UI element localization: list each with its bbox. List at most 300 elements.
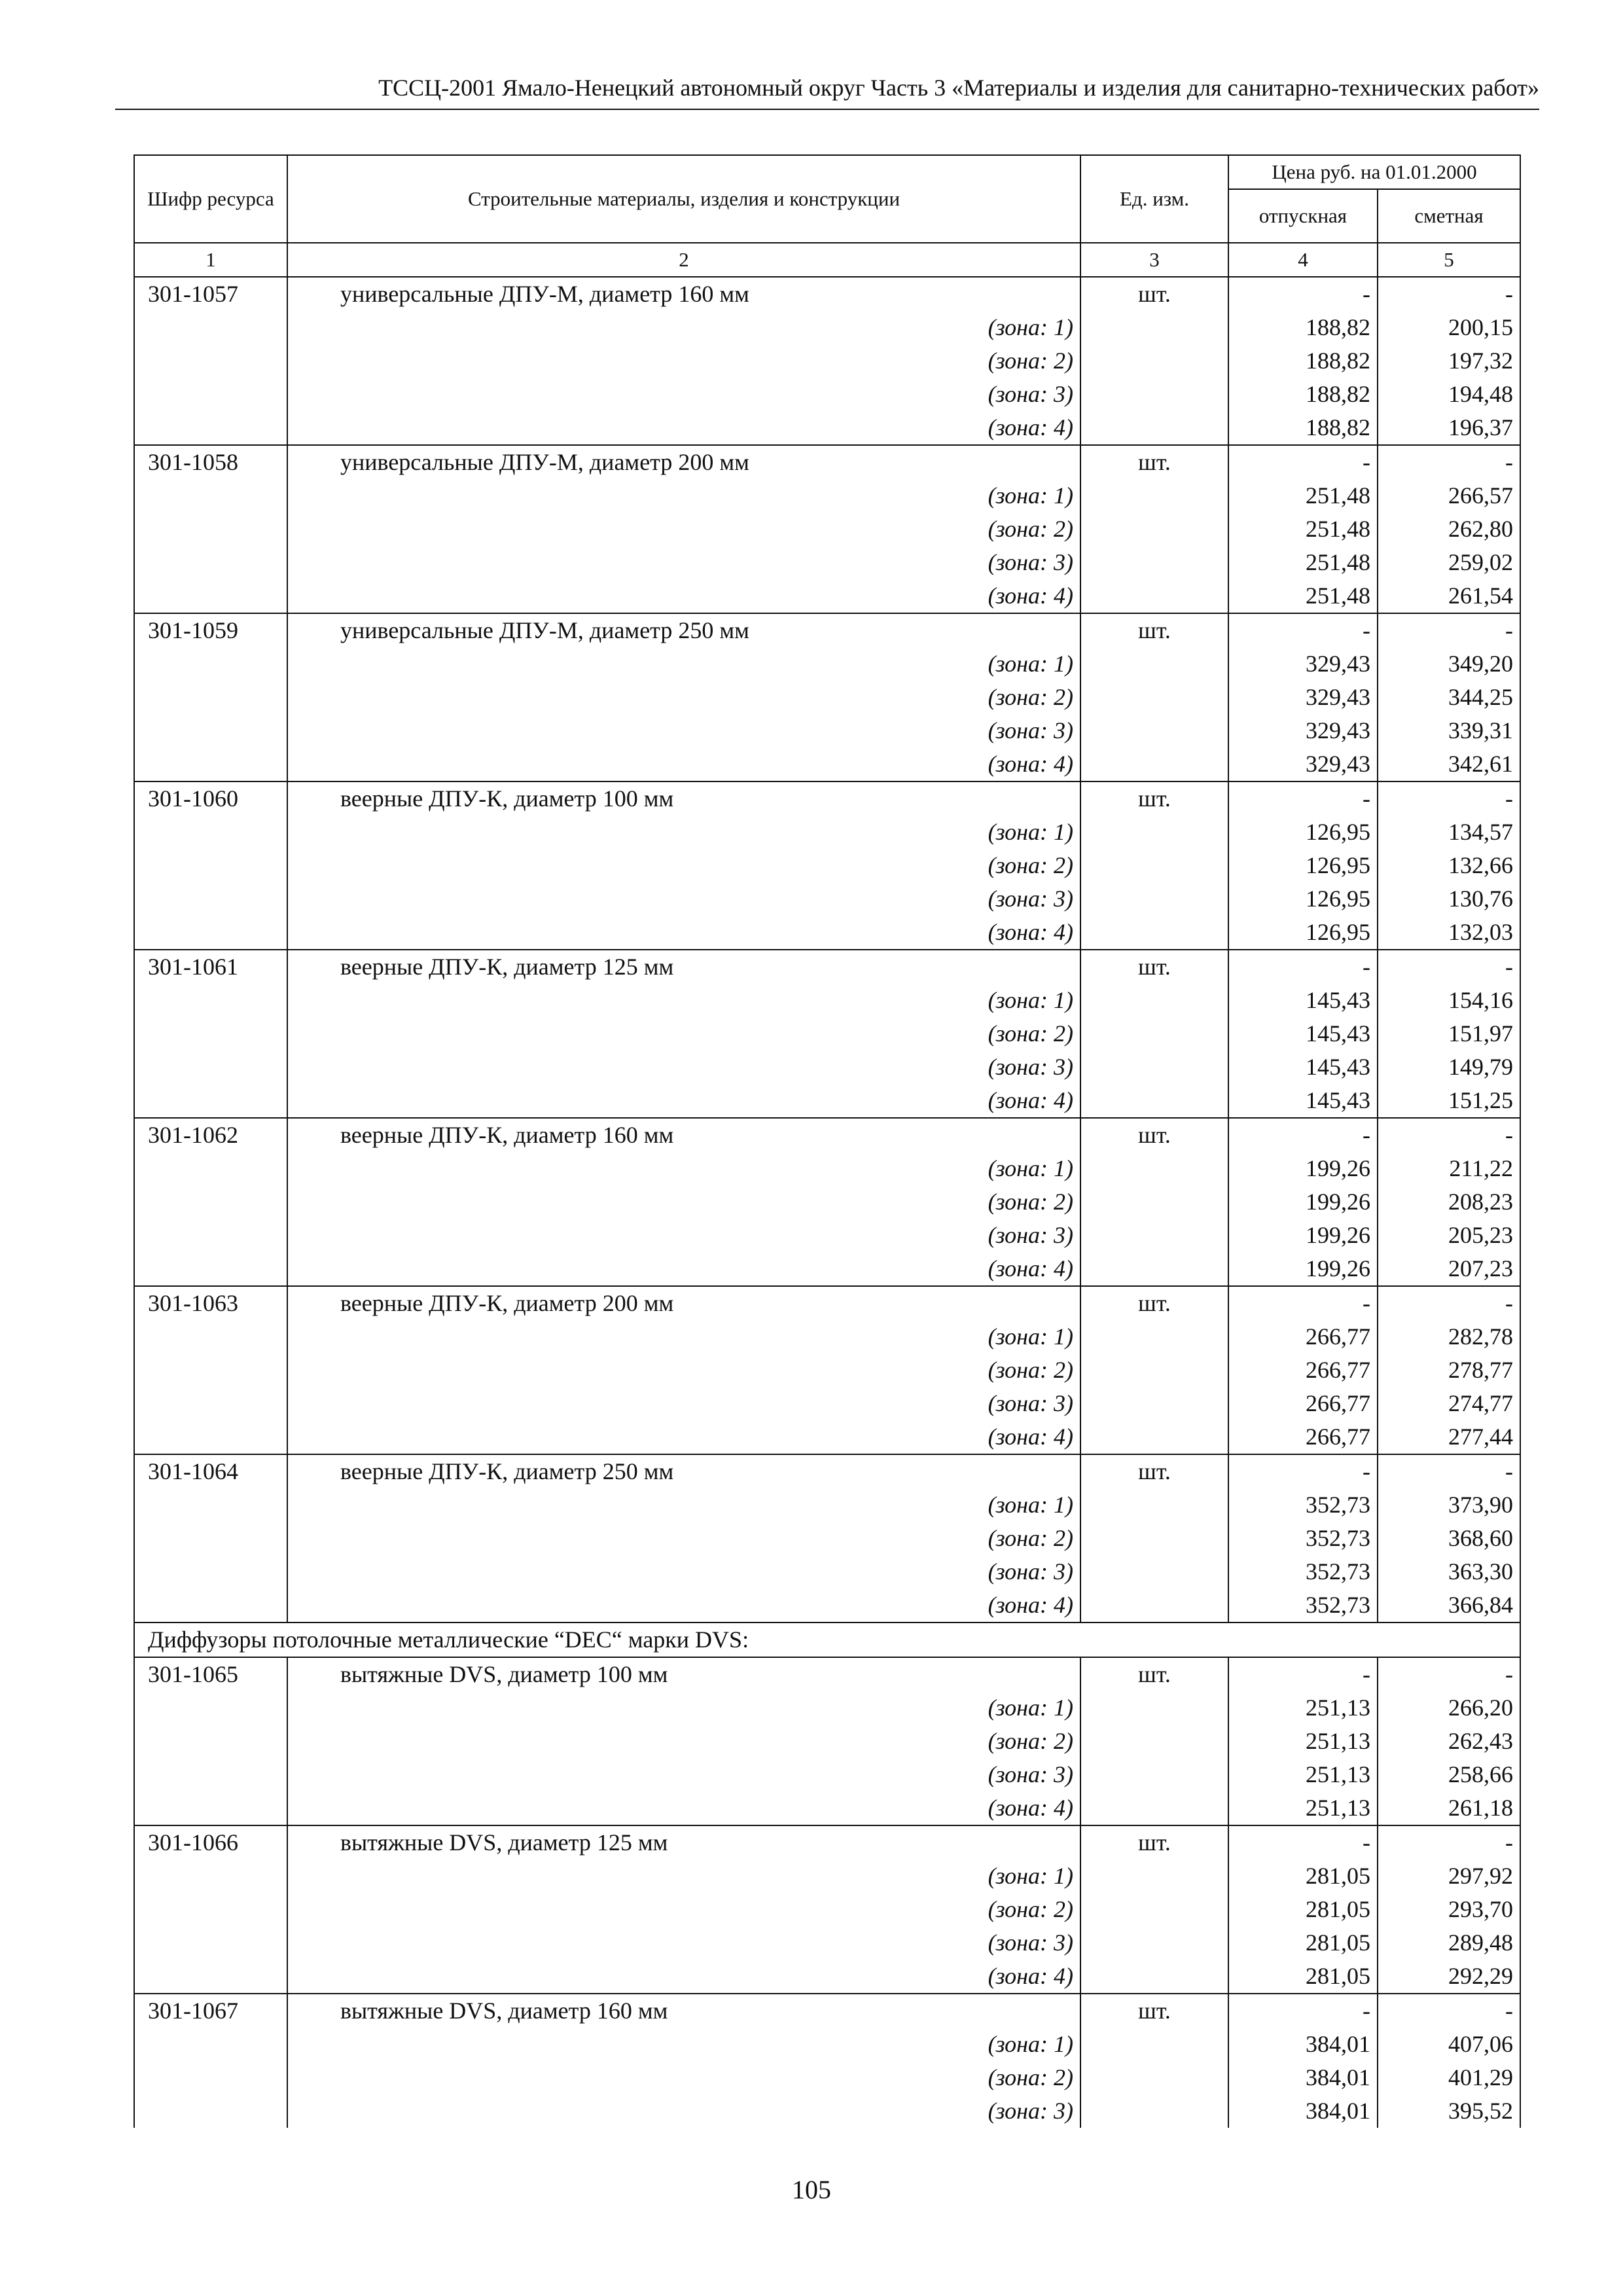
col-header-price-group: Цена руб. на 01.01.2000 [1228,155,1520,189]
empty-code-cell [134,1758,287,1791]
estimate-price: 344,25 [1378,681,1520,714]
zone-row [134,378,1520,411]
empty-code-cell [134,344,287,378]
estimate-price: 130,76 [1378,882,1520,916]
empty-code-cell [134,882,287,916]
zone-label: (зона: 3) [287,882,1080,916]
estimate-price: 151,97 [1378,1017,1520,1050]
col-header-code: Шифр ресурса [134,155,287,243]
unit-cell: шт. [1080,613,1228,647]
empty-code-cell [134,714,287,747]
empty-unit-cell [1080,411,1228,445]
wholesale-price: 281,05 [1228,1893,1378,1926]
empty-code-cell [134,1791,287,1825]
zone-row [134,512,1520,546]
unit-cell: шт. [1080,445,1228,479]
col-number: 5 [1378,243,1520,277]
resource-code: 301-1060 [134,781,287,816]
zone-label: (зона: 1) [287,479,1080,512]
resource-code: 301-1067 [134,1994,287,2028]
empty-unit-cell [1080,344,1228,378]
empty-unit-cell [1080,2028,1228,2061]
empty-code-cell [134,2094,287,2128]
estimate-price: - [1378,1657,1520,1691]
zone-label: (зона: 1) [287,1152,1080,1185]
wholesale-price: 145,43 [1228,1050,1378,1084]
estimate-price: 197,32 [1378,344,1520,378]
table-row [134,781,1520,816]
empty-code-cell [134,1320,287,1354]
zone-label: (зона: 2) [287,1017,1080,1050]
wholesale-price: 281,05 [1228,1960,1378,1994]
empty-code-cell [134,1893,287,1926]
empty-unit-cell [1080,882,1228,916]
empty-code-cell [134,1354,287,1387]
unit-cell: шт. [1080,1825,1228,1859]
zone-row [134,1893,1520,1926]
wholesale-price: 188,82 [1228,378,1378,411]
zone-row [134,1420,1520,1454]
wholesale-price: - [1228,1657,1378,1691]
zone-row [134,1185,1520,1219]
zone-label: (зона: 4) [287,1960,1080,1994]
wholesale-price: 352,73 [1228,1555,1378,1588]
zone-label: (зона: 1) [287,647,1080,681]
zone-row [134,411,1520,445]
zone-label: (зона: 4) [287,1588,1080,1623]
wholesale-price: 281,05 [1228,1859,1378,1893]
estimate-price: 196,37 [1378,411,1520,445]
zone-row [134,1017,1520,1050]
zone-label: (зона: 3) [287,2094,1080,2128]
col-header-wholesale: отпускная [1228,189,1378,243]
zone-row [134,1555,1520,1588]
zone-label: (зона: 2) [287,681,1080,714]
zone-label: (зона: 2) [287,1725,1080,1758]
empty-unit-cell [1080,1320,1228,1354]
estimate-price: 194,48 [1378,378,1520,411]
resource-code: 301-1059 [134,613,287,647]
empty-unit-cell [1080,2061,1228,2094]
empty-code-cell [134,916,287,950]
empty-unit-cell [1080,1791,1228,1825]
empty-code-cell [134,311,287,344]
empty-code-cell [134,1252,287,1286]
zone-label: (зона: 1) [287,2028,1080,2061]
zone-row [134,984,1520,1017]
zone-label: (зона: 1) [287,1859,1080,1893]
empty-unit-cell [1080,1522,1228,1555]
wholesale-price: 199,26 [1228,1152,1378,1185]
wholesale-price: 352,73 [1228,1522,1378,1555]
zone-label: (зона: 1) [287,1691,1080,1725]
empty-code-cell [134,849,287,882]
zone-row [134,882,1520,916]
zone-label: (зона: 2) [287,1185,1080,1219]
zone-row [134,1725,1520,1758]
estimate-price: 200,15 [1378,311,1520,344]
col-number: 2 [287,243,1080,277]
empty-unit-cell [1080,512,1228,546]
estimate-price: 407,06 [1378,2028,1520,2061]
table-row [134,1286,1520,1320]
wholesale-price: 266,77 [1228,1387,1378,1420]
empty-code-cell [134,1017,287,1050]
table-row [134,445,1520,479]
zone-label: (зона: 2) [287,1522,1080,1555]
empty-code-cell [134,1152,287,1185]
empty-code-cell [134,1522,287,1555]
estimate-price: 274,77 [1378,1387,1520,1420]
empty-unit-cell [1080,1893,1228,1926]
empty-code-cell [134,984,287,1017]
wholesale-price: - [1228,613,1378,647]
wholesale-price: 384,01 [1228,2094,1378,2128]
wholesale-price: 188,82 [1228,344,1378,378]
wholesale-price: 266,77 [1228,1320,1378,1354]
item-name: универсальные ДПУ-М, диаметр 250 мм [287,613,1080,647]
estimate-price: 289,48 [1378,1926,1520,1960]
empty-code-cell [134,1926,287,1960]
wholesale-price: 266,77 [1228,1354,1378,1387]
empty-unit-cell [1080,1387,1228,1420]
estimate-price: 395,52 [1378,2094,1520,2128]
zone-label: (зона: 1) [287,984,1080,1017]
estimate-price: - [1378,950,1520,984]
estimate-price: - [1378,445,1520,479]
empty-unit-cell [1080,1354,1228,1387]
item-name: веерные ДПУ-К, диаметр 125 мм [287,950,1080,984]
zone-row [134,1320,1520,1354]
estimate-price: 211,22 [1378,1152,1520,1185]
empty-code-cell [134,411,287,445]
item-name: универсальные ДПУ-М, диаметр 200 мм [287,445,1080,479]
empty-code-cell [134,579,287,613]
zone-label: (зона: 2) [287,2061,1080,2094]
zone-row [134,1522,1520,1555]
estimate-price: 132,03 [1378,916,1520,950]
zone-label: (зона: 3) [287,546,1080,579]
zone-row [134,2094,1520,2128]
estimate-price: 349,20 [1378,647,1520,681]
wholesale-price: 126,95 [1228,916,1378,950]
table-body [134,277,1520,2128]
estimate-price: 293,70 [1378,1893,1520,1926]
item-name: вытяжные DVS, диаметр 160 мм [287,1994,1080,2028]
unit-cell: шт. [1080,277,1228,311]
estimate-price: - [1378,277,1520,311]
empty-unit-cell [1080,1420,1228,1454]
empty-unit-cell [1080,647,1228,681]
empty-code-cell [134,1420,287,1454]
wholesale-price: 145,43 [1228,984,1378,1017]
empty-code-cell [134,512,287,546]
zone-row [134,1219,1520,1252]
zone-row [134,816,1520,849]
estimate-price: 151,25 [1378,1084,1520,1118]
wholesale-price: 145,43 [1228,1084,1378,1118]
wholesale-price: - [1228,1454,1378,1488]
empty-unit-cell [1080,579,1228,613]
wholesale-price: 329,43 [1228,681,1378,714]
wholesale-price: 251,48 [1228,546,1378,579]
zone-row [134,2061,1520,2094]
empty-unit-cell [1080,849,1228,882]
zone-row [134,681,1520,714]
estimate-price: - [1378,1994,1520,2028]
resource-code: 301-1064 [134,1454,287,1488]
resource-code: 301-1066 [134,1825,287,1859]
empty-unit-cell [1080,816,1228,849]
unit-cell: шт. [1080,1657,1228,1691]
empty-unit-cell [1080,1555,1228,1588]
wholesale-price: 251,48 [1228,579,1378,613]
zone-label: (зона: 3) [287,1758,1080,1791]
item-name: вытяжные DVS, диаметр 100 мм [287,1657,1080,1691]
empty-unit-cell [1080,1152,1228,1185]
estimate-price: 149,79 [1378,1050,1520,1084]
empty-unit-cell [1080,1488,1228,1522]
estimate-price: 366,84 [1378,1588,1520,1623]
empty-unit-cell [1080,1960,1228,1994]
empty-code-cell [134,1185,287,1219]
zone-row [134,1960,1520,1994]
wholesale-price: 251,13 [1228,1691,1378,1725]
item-name: веерные ДПУ-К, диаметр 250 мм [287,1454,1080,1488]
col-number: 3 [1080,243,1228,277]
table-row [134,1118,1520,1152]
estimate-price: 154,16 [1378,984,1520,1017]
empty-unit-cell [1080,479,1228,512]
wholesale-price: 145,43 [1228,1017,1378,1050]
zone-label: (зона: 2) [287,344,1080,378]
wholesale-price: 352,73 [1228,1588,1378,1623]
wholesale-price: 188,82 [1228,411,1378,445]
estimate-price: 368,60 [1378,1522,1520,1555]
resource-code: 301-1063 [134,1286,287,1320]
estimate-price: 278,77 [1378,1354,1520,1387]
unit-cell: шт. [1080,781,1228,816]
estimate-price: - [1378,1118,1520,1152]
zone-label: (зона: 4) [287,916,1080,950]
empty-code-cell [134,1387,287,1420]
empty-code-cell [134,1488,287,1522]
item-name: вытяжные DVS, диаметр 125 мм [287,1825,1080,1859]
zone-label: (зона: 3) [287,714,1080,747]
unit-cell: шт. [1080,950,1228,984]
wholesale-price: - [1228,781,1378,816]
estimate-price: 258,66 [1378,1758,1520,1791]
estimate-price: 205,23 [1378,1219,1520,1252]
zone-row [134,1758,1520,1791]
empty-code-cell [134,2028,287,2061]
zone-row [134,1588,1520,1623]
resource-code: 301-1057 [134,277,287,311]
estimate-price: 297,92 [1378,1859,1520,1893]
zone-label: (зона: 1) [287,311,1080,344]
zone-row [134,1084,1520,1118]
wholesale-price: - [1228,277,1378,311]
wholesale-price: 126,95 [1228,882,1378,916]
estimate-price: 277,44 [1378,1420,1520,1454]
empty-code-cell [134,1219,287,1252]
wholesale-price: - [1228,1286,1378,1320]
zone-label: (зона: 3) [287,1050,1080,1084]
wholesale-price: 199,26 [1228,1185,1378,1219]
zone-label: (зона: 3) [287,378,1080,411]
empty-unit-cell [1080,1691,1228,1725]
group-heading-row [134,1623,1520,1657]
zone-label: (зона: 3) [287,1926,1080,1960]
zone-row [134,647,1520,681]
wholesale-price: - [1228,445,1378,479]
resource-code: 301-1058 [134,445,287,479]
zone-row [134,1152,1520,1185]
empty-code-cell [134,1084,287,1118]
zone-row [134,1354,1520,1387]
estimate-price: 262,43 [1378,1725,1520,1758]
empty-unit-cell [1080,2094,1228,2128]
wholesale-price: 329,43 [1228,647,1378,681]
zone-label: (зона: 4) [287,747,1080,781]
estimate-price: 401,29 [1378,2061,1520,2094]
estimate-price: 363,30 [1378,1555,1520,1588]
table-row [134,1657,1520,1691]
empty-unit-cell [1080,916,1228,950]
empty-unit-cell [1080,1185,1228,1219]
zone-label: (зона: 1) [287,816,1080,849]
estimate-price: 259,02 [1378,546,1520,579]
wholesale-price: 352,73 [1228,1488,1378,1522]
zone-label: (зона: 3) [287,1555,1080,1588]
table-row [134,1825,1520,1859]
zone-row [134,1859,1520,1893]
estimate-price: 208,23 [1378,1185,1520,1219]
empty-unit-cell [1080,1758,1228,1791]
empty-code-cell [134,378,287,411]
wholesale-price: 251,48 [1228,479,1378,512]
wholesale-price: 126,95 [1228,849,1378,882]
empty-code-cell [134,2061,287,2094]
wholesale-price: 199,26 [1228,1219,1378,1252]
unit-cell: шт. [1080,1454,1228,1488]
zone-row [134,1387,1520,1420]
zone-label: (зона: 4) [287,1420,1080,1454]
zone-label: (зона: 4) [287,579,1080,613]
zone-row [134,1791,1520,1825]
zone-row [134,311,1520,344]
resource-code: 301-1065 [134,1657,287,1691]
zone-row [134,747,1520,781]
col-header-estimate: сметная [1378,189,1520,243]
page-number: 105 [792,2175,831,2204]
empty-unit-cell [1080,681,1228,714]
col-number: 4 [1228,243,1378,277]
empty-unit-cell [1080,984,1228,1017]
estimate-price: 373,90 [1378,1488,1520,1522]
estimate-price: 339,31 [1378,714,1520,747]
estimate-price: 342,61 [1378,747,1520,781]
estimate-price: 282,78 [1378,1320,1520,1354]
empty-unit-cell [1080,1050,1228,1084]
empty-unit-cell [1080,546,1228,579]
zone-label: (зона: 1) [287,1320,1080,1354]
zone-row [134,1691,1520,1725]
zone-row [134,344,1520,378]
estimate-price: 207,23 [1378,1252,1520,1286]
empty-unit-cell [1080,1219,1228,1252]
empty-unit-cell [1080,1588,1228,1623]
zone-row [134,546,1520,579]
table-row [134,277,1520,311]
zone-label: (зона: 4) [287,411,1080,445]
estimate-price: - [1378,613,1520,647]
resource-code: 301-1062 [134,1118,287,1152]
estimate-price: 132,66 [1378,849,1520,882]
wholesale-price: 251,48 [1228,512,1378,546]
wholesale-price: 251,13 [1228,1791,1378,1825]
zone-row [134,2028,1520,2061]
unit-cell: шт. [1080,1286,1228,1320]
col-number: 1 [134,243,287,277]
estimate-price: 266,57 [1378,479,1520,512]
empty-unit-cell [1080,1017,1228,1050]
empty-unit-cell [1080,311,1228,344]
zone-label: (зона: 2) [287,1354,1080,1387]
group-heading: Диффузоры потолочные металлические “DEC“ марки DVS: [134,1623,1520,1657]
empty-unit-cell [1080,378,1228,411]
zone-row [134,1050,1520,1084]
unit-cell: шт. [1080,1994,1228,2028]
estimate-price: - [1378,1454,1520,1488]
zone-label: (зона: 2) [287,849,1080,882]
empty-code-cell [134,1859,287,1893]
zone-label: (зона: 3) [287,1219,1080,1252]
item-name: веерные ДПУ-К, диаметр 160 мм [287,1118,1080,1152]
empty-unit-cell [1080,1084,1228,1118]
wholesale-price: 199,26 [1228,1252,1378,1286]
empty-code-cell [134,647,287,681]
zone-label: (зона: 3) [287,1387,1080,1420]
item-name: веерные ДПУ-К, диаметр 100 мм [287,781,1080,816]
table-row [134,950,1520,984]
empty-code-cell [134,1588,287,1623]
wholesale-price: - [1228,1118,1378,1152]
estimate-price: 261,18 [1378,1791,1520,1825]
empty-unit-cell [1080,1859,1228,1893]
zone-label: (зона: 4) [287,1252,1080,1286]
empty-unit-cell [1080,1725,1228,1758]
wholesale-price: 329,43 [1228,747,1378,781]
estimate-price: 261,54 [1378,579,1520,613]
empty-code-cell [134,479,287,512]
estimate-price: - [1378,781,1520,816]
zone-row [134,849,1520,882]
zone-label: (зона: 2) [287,512,1080,546]
table-row [134,1994,1520,2028]
col-header-name: Строительные материалы, изделия и конструкции [287,155,1080,243]
estimate-price: 292,29 [1378,1960,1520,1994]
wholesale-price: 188,82 [1228,311,1378,344]
zone-row [134,1926,1520,1960]
wholesale-price: - [1228,950,1378,984]
resource-code: 301-1061 [134,950,287,984]
zone-label: (зона: 1) [287,1488,1080,1522]
price-table [134,154,1521,2128]
running-header: ТССЦ-2001 Ямало-Ненецкий автономный округ Часть 3 «Материалы и изделия для санитарно-технических работ» [115,72,1539,110]
estimate-price: 262,80 [1378,512,1520,546]
empty-code-cell [134,681,287,714]
